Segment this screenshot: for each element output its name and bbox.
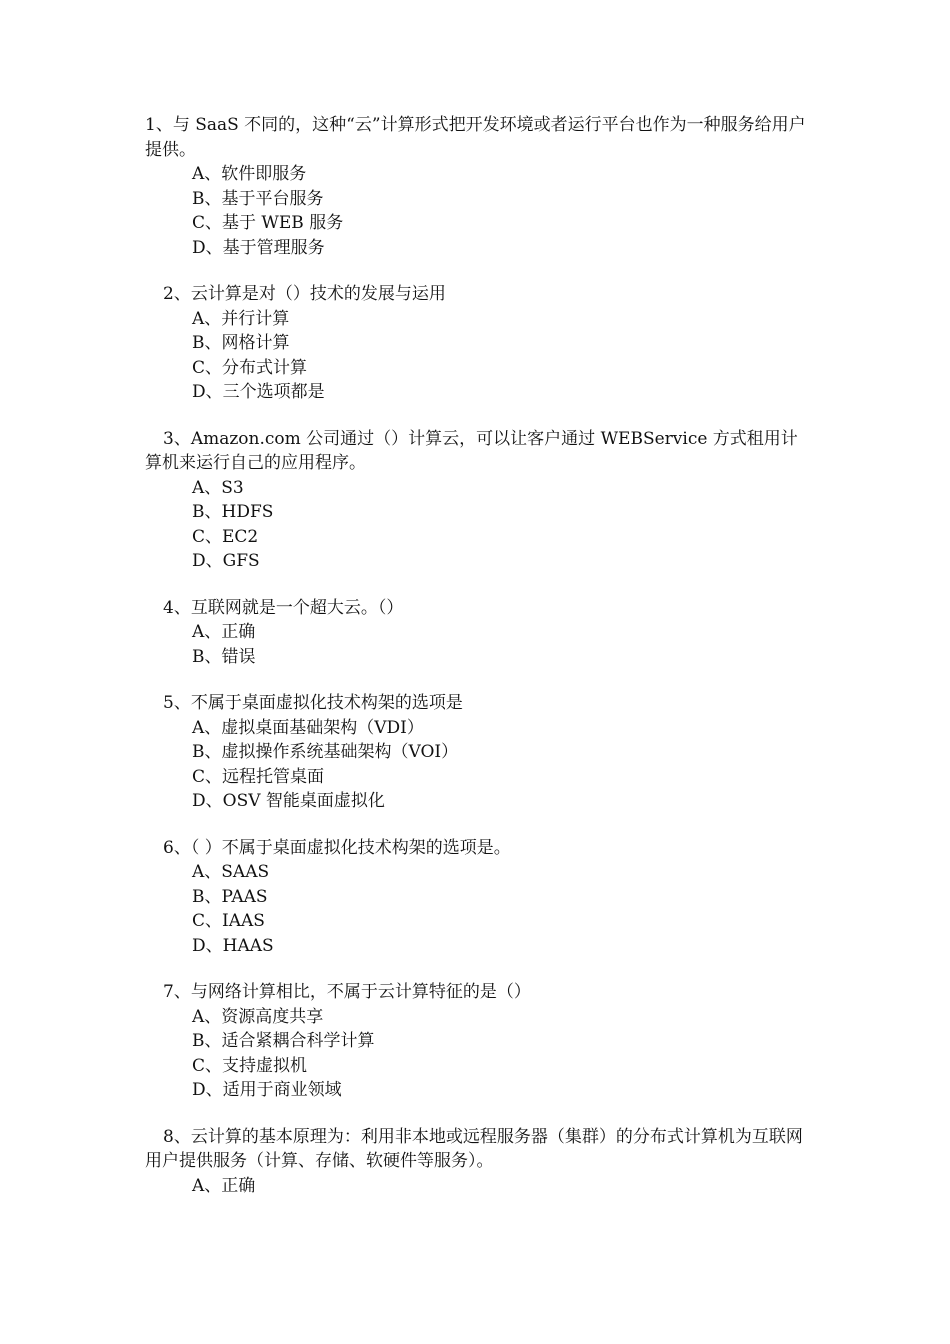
option-d: D、三个选项都是 <box>192 382 325 402</box>
question-5 <box>145 691 810 814</box>
option-c: C、EC2 <box>192 526 259 547</box>
question-7 <box>145 980 810 1103</box>
option-list <box>145 620 810 669</box>
question-8 <box>145 1125 810 1199</box>
option-d: D、HAAS <box>192 935 274 956</box>
option-b: B、网格计算 <box>192 333 290 353</box>
question-2 <box>145 282 810 405</box>
question-stem: 8、云计算的基本原理为：利用非本地或远程服务器（集群）的分布式计算机为互联网用户提供服务（计算、存储、软硬件等服务）。 <box>145 1126 803 1171</box>
option-a: A、SAAS <box>192 862 270 882</box>
option-c: C、分布式计算 <box>192 357 308 378</box>
option-d: D、基于管理服务 <box>192 237 325 258</box>
question-stem: 6、（ ）不属于桌面虚拟化技术构架的选项是。 <box>163 837 511 858</box>
option-list <box>145 476 810 574</box>
option-c: C、基于 WEB 服务 <box>192 213 344 233</box>
option-a: A、正确 <box>192 1175 256 1196</box>
question-stem: 2、云计算是对（）技术的发展与运用 <box>163 284 446 304</box>
question-stem: 5、不属于桌面虚拟化技术构架的选项是 <box>163 693 463 713</box>
option-a: A、S3 <box>192 477 244 498</box>
option-d: D、适用于商业领域 <box>192 1080 342 1100</box>
option-b: B、PAAS <box>192 886 268 907</box>
option-list <box>145 860 810 958</box>
option-a: A、并行计算 <box>192 308 290 329</box>
option-a: A、虚拟桌面基础架构（VDI） <box>192 717 424 738</box>
option-c: C、支持虚拟机 <box>192 1055 308 1076</box>
option-list <box>145 716 810 814</box>
question-stem: 3、Amazon.com 公司通过（）计算云，可以让客户通过 WEBService 方式租用计算机来运行自己的应用程序。 <box>145 428 798 473</box>
question-stem: 4、互联网就是一个超大云。（） <box>163 597 404 618</box>
option-list <box>145 307 810 405</box>
option-b: B、适合紧耦合科学计算 <box>192 1031 375 1051</box>
option-c: C、远程托管桌面 <box>192 766 325 787</box>
option-d: D、OSV 智能桌面虚拟化 <box>192 791 385 811</box>
document-body <box>145 113 810 1220</box>
option-a: A、正确 <box>192 622 256 642</box>
option-list <box>145 1005 810 1103</box>
question-3 <box>145 427 810 574</box>
option-list <box>145 1174 810 1199</box>
option-list <box>145 162 810 260</box>
question-1 <box>145 113 810 260</box>
option-a: A、软件即服务 <box>192 164 307 184</box>
option-b: B、虚拟操作系统基础架构（VOI） <box>192 742 459 762</box>
option-c: C、IAAS <box>192 911 265 931</box>
option-a: A、资源高度共享 <box>192 1006 324 1027</box>
question-stem: 7、与网络计算相比，不属于云计算特征的是（） <box>163 982 531 1002</box>
option-d: D、GFS <box>192 551 260 571</box>
question-4 <box>145 596 810 670</box>
question-6 <box>145 836 810 959</box>
question-stem: 1、与 SaaS 不同的，这种“云”计算形式把开发环境或者运行平台也作为一种服务给用户提供。 <box>145 115 806 160</box>
option-b: B、基于平台服务 <box>192 188 324 209</box>
option-b: B、错误 <box>192 646 256 667</box>
option-b: B、HDFS <box>192 502 274 522</box>
